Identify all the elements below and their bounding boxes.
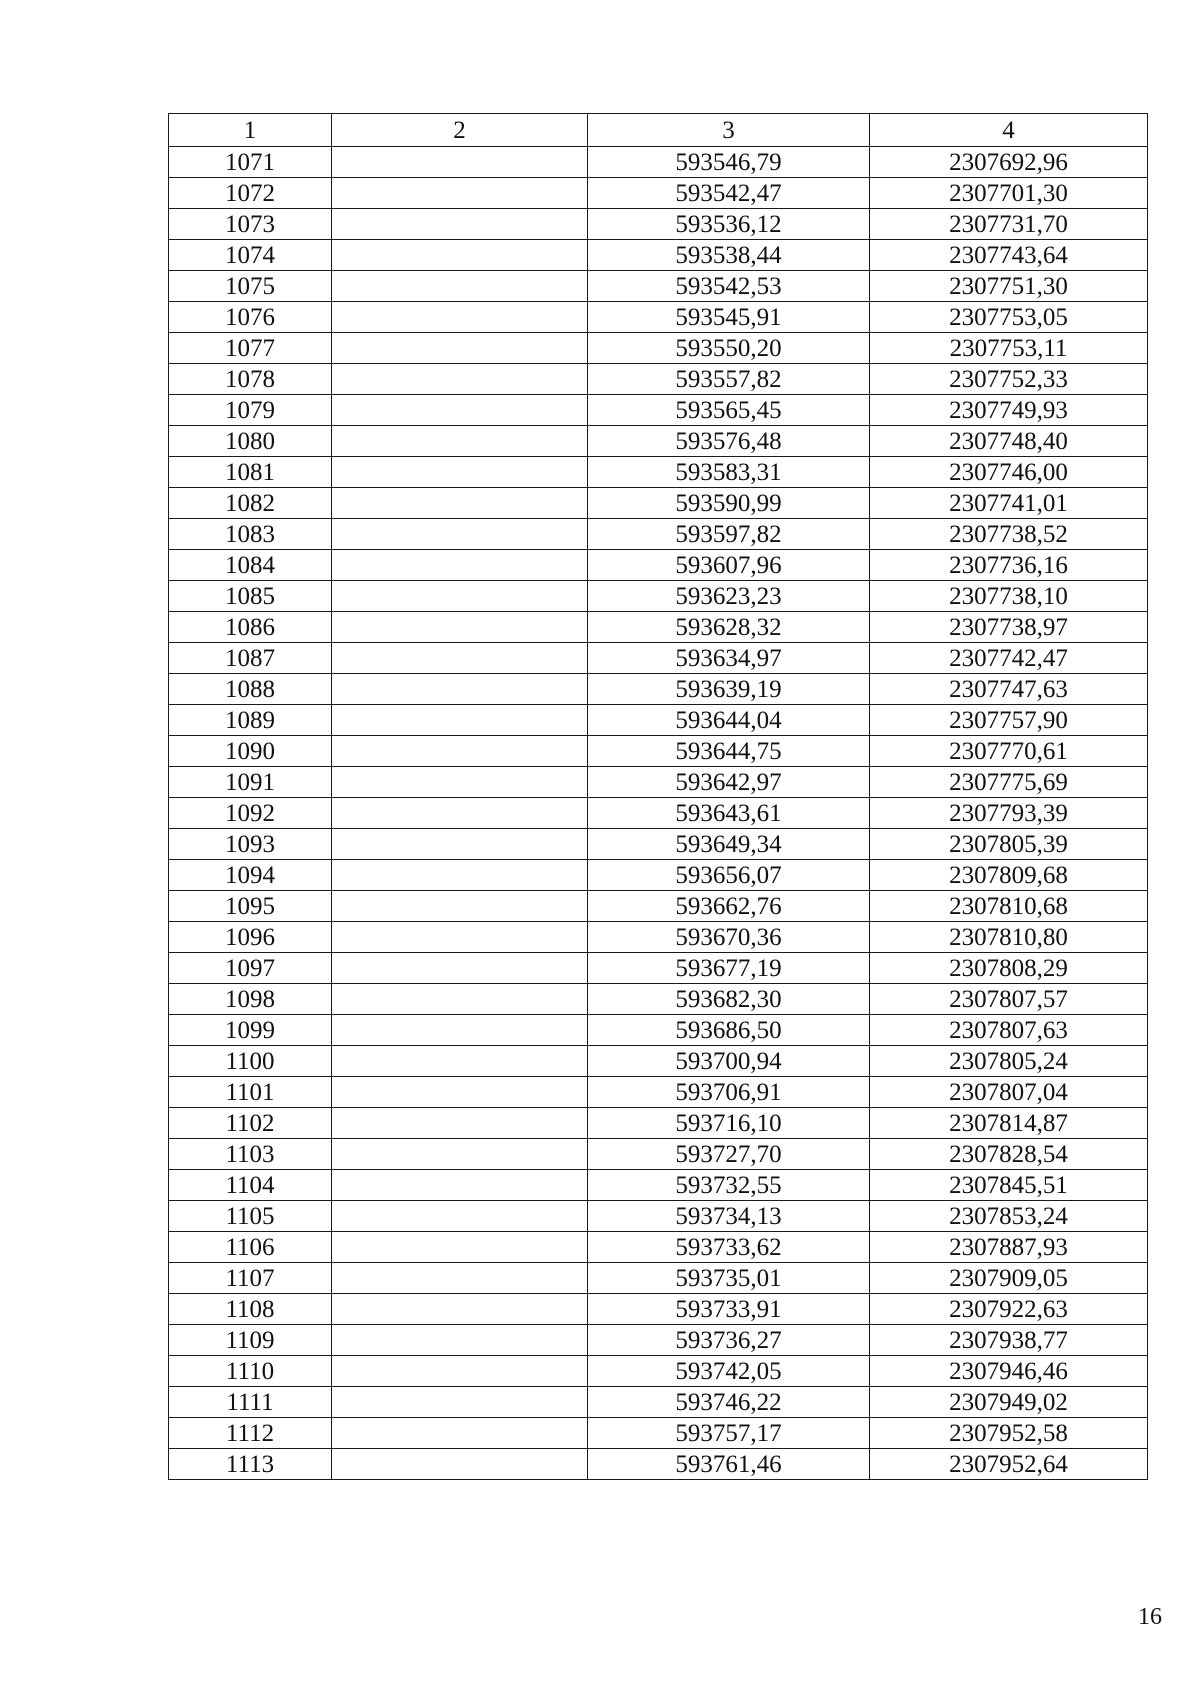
table-row [169, 798, 1148, 829]
header-row [169, 114, 1148, 147]
coordinate-y-cell: 2307949,02 [870, 1387, 1148, 1418]
empty-cell [332, 519, 588, 550]
coordinate-y-cell: 2307805,39 [870, 829, 1148, 860]
table-row [169, 333, 1148, 364]
empty-cell [332, 798, 588, 829]
coordinate-x-cell: 593546,79 [588, 147, 870, 178]
empty-cell [332, 1046, 588, 1077]
coordinate-y-cell: 2307770,61 [870, 736, 1148, 767]
table-row [169, 705, 1148, 736]
coordinate-y-cell: 2307752,33 [870, 364, 1148, 395]
empty-cell [332, 302, 588, 333]
table-row [169, 829, 1148, 860]
table-row [169, 1170, 1148, 1201]
coordinate-y-cell: 2307736,16 [870, 550, 1148, 581]
table-row [169, 1263, 1148, 1294]
table-row [169, 519, 1148, 550]
coordinate-x-cell: 593716,10 [588, 1108, 870, 1139]
point-number-cell: 1079 [169, 395, 332, 426]
coordinate-y-cell: 2307805,24 [870, 1046, 1148, 1077]
coordinate-x-cell: 593590,99 [588, 488, 870, 519]
coordinate-x-cell: 593644,04 [588, 705, 870, 736]
empty-cell [332, 240, 588, 271]
coordinate-y-cell: 2307747,63 [870, 674, 1148, 705]
coordinate-y-cell: 2307793,39 [870, 798, 1148, 829]
coordinate-y-cell: 2307738,10 [870, 581, 1148, 612]
coordinate-x-cell: 593649,34 [588, 829, 870, 860]
coordinate-x-cell: 593565,45 [588, 395, 870, 426]
table-row [169, 1232, 1148, 1263]
coordinate-y-cell: 2307753,11 [870, 333, 1148, 364]
coordinate-y-cell: 2307814,87 [870, 1108, 1148, 1139]
point-number-cell: 1077 [169, 333, 332, 364]
coordinate-x-cell: 593550,20 [588, 333, 870, 364]
coordinate-y-cell: 2307922,63 [870, 1294, 1148, 1325]
empty-cell [332, 984, 588, 1015]
empty-cell [332, 1232, 588, 1263]
empty-cell [332, 612, 588, 643]
empty-cell [332, 860, 588, 891]
empty-cell [332, 1294, 588, 1325]
table-row [169, 1325, 1148, 1356]
empty-cell [332, 1108, 588, 1139]
table-row [169, 1046, 1148, 1077]
coordinate-x-cell: 593644,75 [588, 736, 870, 767]
point-number-cell: 1096 [169, 922, 332, 953]
coordinate-x-cell: 593733,62 [588, 1232, 870, 1263]
point-number-cell: 1084 [169, 550, 332, 581]
coordinate-y-cell: 2307692,96 [870, 147, 1148, 178]
coordinate-x-cell: 593670,36 [588, 922, 870, 953]
table-row [169, 1449, 1148, 1480]
coordinates-table [168, 113, 1148, 1480]
coordinate-y-cell: 2307807,04 [870, 1077, 1148, 1108]
column-header-2: 2 [332, 114, 588, 147]
empty-cell [332, 922, 588, 953]
point-number-cell: 1095 [169, 891, 332, 922]
coordinate-y-cell: 2307746,00 [870, 457, 1148, 488]
empty-cell [332, 736, 588, 767]
empty-cell [332, 674, 588, 705]
empty-cell [332, 178, 588, 209]
coordinate-x-cell: 593542,47 [588, 178, 870, 209]
point-number-cell: 1075 [169, 271, 332, 302]
point-number-cell: 1082 [169, 488, 332, 519]
table-row [169, 1201, 1148, 1232]
coordinate-y-cell: 2307887,93 [870, 1232, 1148, 1263]
coordinate-y-cell: 2307808,29 [870, 953, 1148, 984]
point-number-cell: 1102 [169, 1108, 332, 1139]
coordinate-x-cell: 593727,70 [588, 1139, 870, 1170]
coordinate-y-cell: 2307938,77 [870, 1325, 1148, 1356]
coordinate-x-cell: 593677,19 [588, 953, 870, 984]
point-number-cell: 1072 [169, 178, 332, 209]
empty-cell [332, 1139, 588, 1170]
point-number-cell: 1088 [169, 674, 332, 705]
point-number-cell: 1085 [169, 581, 332, 612]
coordinate-x-cell: 593536,12 [588, 209, 870, 240]
point-number-cell: 1087 [169, 643, 332, 674]
coordinate-x-cell: 593746,22 [588, 1387, 870, 1418]
coordinate-y-cell: 2307748,40 [870, 426, 1148, 457]
coordinate-y-cell: 2307809,68 [870, 860, 1148, 891]
table-row [169, 860, 1148, 891]
point-number-cell: 1100 [169, 1046, 332, 1077]
empty-cell [332, 1170, 588, 1201]
table-row [169, 147, 1148, 178]
table-row [169, 1139, 1148, 1170]
table-header [169, 114, 1148, 147]
coordinate-x-cell: 593735,01 [588, 1263, 870, 1294]
table-row [169, 1418, 1148, 1449]
point-number-cell: 1109 [169, 1325, 332, 1356]
coordinate-y-cell: 2307810,68 [870, 891, 1148, 922]
point-number-cell: 1086 [169, 612, 332, 643]
empty-cell [332, 1263, 588, 1294]
coordinate-x-cell: 593576,48 [588, 426, 870, 457]
coordinate-y-cell: 2307731,70 [870, 209, 1148, 240]
point-number-cell: 1111 [169, 1387, 332, 1418]
table-row [169, 364, 1148, 395]
point-number-cell: 1076 [169, 302, 332, 333]
empty-cell [332, 271, 588, 302]
table-row [169, 1294, 1148, 1325]
point-number-cell: 1071 [169, 147, 332, 178]
point-number-cell: 1105 [169, 1201, 332, 1232]
coordinate-y-cell: 2307749,93 [870, 395, 1148, 426]
coordinate-x-cell: 593656,07 [588, 860, 870, 891]
coordinate-y-cell: 2307757,90 [870, 705, 1148, 736]
coordinate-x-cell: 593736,27 [588, 1325, 870, 1356]
point-number-cell: 1113 [169, 1449, 332, 1480]
point-number-cell: 1098 [169, 984, 332, 1015]
point-number-cell: 1101 [169, 1077, 332, 1108]
coordinate-x-cell: 593757,17 [588, 1418, 870, 1449]
point-number-cell: 1104 [169, 1170, 332, 1201]
table-row [169, 1077, 1148, 1108]
empty-cell [332, 1387, 588, 1418]
empty-cell [332, 550, 588, 581]
coordinate-x-cell: 593742,05 [588, 1356, 870, 1387]
coordinate-y-cell: 2307743,64 [870, 240, 1148, 271]
empty-cell [332, 333, 588, 364]
coordinate-y-cell: 2307742,47 [870, 643, 1148, 674]
empty-cell [332, 209, 588, 240]
point-number-cell: 1107 [169, 1263, 332, 1294]
coordinate-y-cell: 2307807,57 [870, 984, 1148, 1015]
page-number: 16 [1138, 1604, 1162, 1630]
column-header-4: 4 [870, 114, 1148, 147]
point-number-cell: 1081 [169, 457, 332, 488]
point-number-cell: 1090 [169, 736, 332, 767]
coordinate-y-cell: 2307909,05 [870, 1263, 1148, 1294]
table-row [169, 488, 1148, 519]
empty-cell [332, 643, 588, 674]
coordinate-y-cell: 2307738,52 [870, 519, 1148, 550]
table-row [169, 271, 1148, 302]
point-number-cell: 1106 [169, 1232, 332, 1263]
coordinate-y-cell: 2307952,58 [870, 1418, 1148, 1449]
table-row [169, 550, 1148, 581]
coordinate-x-cell: 593686,50 [588, 1015, 870, 1046]
coordinate-x-cell: 593643,61 [588, 798, 870, 829]
coordinate-y-cell: 2307741,01 [870, 488, 1148, 519]
coordinate-x-cell: 593538,44 [588, 240, 870, 271]
table-row [169, 302, 1148, 333]
empty-cell [332, 1015, 588, 1046]
coordinate-x-cell: 593761,46 [588, 1449, 870, 1480]
point-number-cell: 1112 [169, 1418, 332, 1449]
table-row [169, 240, 1148, 271]
coordinate-y-cell: 2307810,80 [870, 922, 1148, 953]
coordinate-x-cell: 593623,23 [588, 581, 870, 612]
table-row [169, 581, 1148, 612]
coordinate-y-cell: 2307701,30 [870, 178, 1148, 209]
point-number-cell: 1097 [169, 953, 332, 984]
coordinate-x-cell: 593583,31 [588, 457, 870, 488]
point-number-cell: 1099 [169, 1015, 332, 1046]
empty-cell [332, 891, 588, 922]
point-number-cell: 1091 [169, 767, 332, 798]
coordinate-y-cell: 2307952,64 [870, 1449, 1148, 1480]
empty-cell [332, 147, 588, 178]
table-row [169, 674, 1148, 705]
empty-cell [332, 829, 588, 860]
empty-cell [332, 1077, 588, 1108]
coordinate-y-cell: 2307853,24 [870, 1201, 1148, 1232]
coordinate-y-cell: 2307828,54 [870, 1139, 1148, 1170]
empty-cell [332, 488, 588, 519]
empty-cell [332, 581, 588, 612]
table-row [169, 953, 1148, 984]
empty-cell [332, 953, 588, 984]
table-row [169, 767, 1148, 798]
table-row [169, 891, 1148, 922]
coordinate-y-cell: 2307775,69 [870, 767, 1148, 798]
coordinate-y-cell: 2307738,97 [870, 612, 1148, 643]
coordinate-y-cell: 2307845,51 [870, 1170, 1148, 1201]
point-number-cell: 1083 [169, 519, 332, 550]
table-row [169, 178, 1148, 209]
point-number-cell: 1074 [169, 240, 332, 271]
coordinate-y-cell: 2307807,63 [870, 1015, 1148, 1046]
column-header-1: 1 [169, 114, 332, 147]
table-row [169, 457, 1148, 488]
table-row [169, 395, 1148, 426]
empty-cell [332, 1201, 588, 1232]
coordinate-x-cell: 593682,30 [588, 984, 870, 1015]
coordinate-x-cell: 593607,96 [588, 550, 870, 581]
empty-cell [332, 705, 588, 736]
table-row [169, 643, 1148, 674]
table-row [169, 1108, 1148, 1139]
coordinate-y-cell: 2307751,30 [870, 271, 1148, 302]
empty-cell [332, 1325, 588, 1356]
point-number-cell: 1073 [169, 209, 332, 240]
coordinate-x-cell: 593639,19 [588, 674, 870, 705]
coordinate-x-cell: 593662,76 [588, 891, 870, 922]
point-number-cell: 1094 [169, 860, 332, 891]
empty-cell [332, 1418, 588, 1449]
coordinate-y-cell: 2307946,46 [870, 1356, 1148, 1387]
empty-cell [332, 395, 588, 426]
empty-cell [332, 426, 588, 457]
coordinate-x-cell: 593634,97 [588, 643, 870, 674]
coordinate-x-cell: 593734,13 [588, 1201, 870, 1232]
empty-cell [332, 364, 588, 395]
coordinate-y-cell: 2307753,05 [870, 302, 1148, 333]
point-number-cell: 1078 [169, 364, 332, 395]
empty-cell [332, 767, 588, 798]
table-row [169, 984, 1148, 1015]
table-row [169, 922, 1148, 953]
table-row [169, 1387, 1148, 1418]
table-row [169, 426, 1148, 457]
empty-cell [332, 1356, 588, 1387]
table-row [169, 736, 1148, 767]
empty-cell [332, 1449, 588, 1480]
coordinate-x-cell: 593733,91 [588, 1294, 870, 1325]
point-number-cell: 1093 [169, 829, 332, 860]
point-number-cell: 1092 [169, 798, 332, 829]
table-row [169, 612, 1148, 643]
table-row [169, 1015, 1148, 1046]
coordinate-x-cell: 593545,91 [588, 302, 870, 333]
coordinate-x-cell: 593732,55 [588, 1170, 870, 1201]
coordinate-x-cell: 593706,91 [588, 1077, 870, 1108]
point-number-cell: 1108 [169, 1294, 332, 1325]
coordinate-x-cell: 593642,97 [588, 767, 870, 798]
coordinate-x-cell: 593542,53 [588, 271, 870, 302]
table-row [169, 209, 1148, 240]
coordinate-x-cell: 593597,82 [588, 519, 870, 550]
coordinate-x-cell: 593557,82 [588, 364, 870, 395]
empty-cell [332, 457, 588, 488]
point-number-cell: 1110 [169, 1356, 332, 1387]
coordinate-x-cell: 593628,32 [588, 612, 870, 643]
coordinate-x-cell: 593700,94 [588, 1046, 870, 1077]
table-row [169, 1356, 1148, 1387]
point-number-cell: 1080 [169, 426, 332, 457]
point-number-cell: 1089 [169, 705, 332, 736]
table-body [169, 147, 1148, 1480]
point-number-cell: 1103 [169, 1139, 332, 1170]
column-header-3: 3 [588, 114, 870, 147]
